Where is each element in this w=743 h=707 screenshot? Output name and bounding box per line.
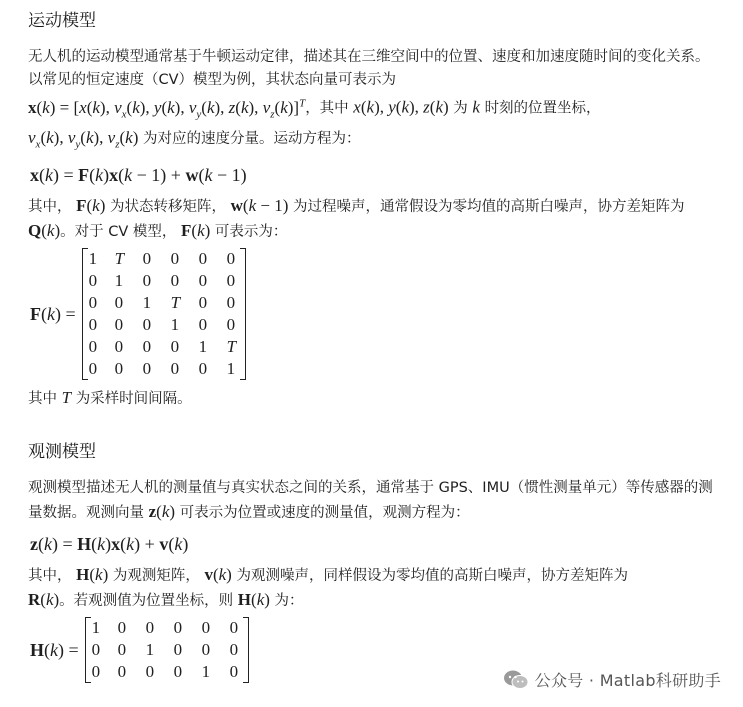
F-matrix-cell: 0 <box>198 315 208 335</box>
H-matrix-row <box>92 639 242 661</box>
text-fragment: 为采样时间间隔。 <box>75 391 192 408</box>
F-matrix-cell: T <box>170 293 181 313</box>
text-fragment: 可表示为位置或速度的测量值，观测方程为： <box>179 505 470 522</box>
H-matrix-cell: 0 <box>229 662 239 682</box>
F-matrix-cell: 0 <box>170 359 180 379</box>
H-matrix-cell: 1 <box>201 662 211 682</box>
F-matrix-cell: 1 <box>170 315 180 335</box>
F-matrix-cell: 0 <box>226 249 236 269</box>
velocity-formula: $v_x(k)$, $v_y(k)$, $v_z(k)$ <box>28 128 139 151</box>
section-title-motion-model: 运动模型 <box>28 11 96 31</box>
text-fragment: 观测模型描述无人机的测量值与真实状态之间的关系，通常基于 GPS、IMU（惯性测量单元）等传感器的测量数据。观测向量 <box>28 480 713 522</box>
F-matrix-cell: 0 <box>226 315 236 335</box>
F-matrix-cell: 0 <box>114 359 124 379</box>
F-matrix-row <box>89 336 239 358</box>
F-matrix-row <box>89 358 239 380</box>
H-matrix-cell: 0 <box>201 640 211 660</box>
H-symbol-2: H(k) <box>237 590 270 610</box>
text-fragment: 其中 <box>28 391 57 408</box>
F-matrix-cell: 0 <box>226 293 236 313</box>
H-matrix-row <box>92 617 242 639</box>
F-matrix-cell: 0 <box>88 293 98 313</box>
H-matrix-cell: 0 <box>91 662 101 682</box>
observation-model-paragraph <box>28 477 715 525</box>
motion-model-paragraph <box>28 46 715 156</box>
F-matrix-cell: 0 <box>198 249 208 269</box>
T-symbol: T <box>61 388 72 408</box>
text-fragment: 为过程噪声，通常假设为零均值的高斯白噪声，协方差矩阵为 <box>292 199 685 216</box>
F-matrix-row <box>89 292 239 314</box>
F-matrix-cell: 0 <box>198 293 208 313</box>
F-matrix-cell: T <box>114 249 125 269</box>
H-matrix-cell: 0 <box>173 618 183 638</box>
F-matrix-row <box>89 270 239 292</box>
F-matrix-cell: 0 <box>170 249 180 269</box>
H-matrix-row <box>92 661 242 683</box>
H-matrix-cell: 0 <box>145 618 155 638</box>
H-matrix-lhs: H(k) = <box>30 639 79 660</box>
F-matrix-cell: 0 <box>170 337 180 357</box>
F-matrix <box>82 248 246 380</box>
text-fragment: 其中， <box>28 568 72 585</box>
H-matrix-cell: 0 <box>117 662 127 682</box>
H-matrix-cell: 0 <box>117 640 127 660</box>
section-title-observation-model: 观测模型 <box>28 442 96 463</box>
wechat-icon <box>503 669 529 691</box>
w-symbol: w(k − 1) <box>230 196 289 216</box>
H-matrix-cell: 0 <box>173 662 183 682</box>
F-matrix-cell: 1 <box>142 293 152 313</box>
F-matrix-cell: 0 <box>170 271 180 291</box>
text-fragment: 为 <box>453 100 468 117</box>
v-symbol: v(k) <box>204 565 232 585</box>
text-fragment: 其中， <box>28 199 72 216</box>
state-vector-formula: x(k) = [x(k), $v_x(k)$, y(k), $v_y(k)$, z(k), $v_z(k)]^T$ <box>28 97 306 121</box>
F-matrix-cell: 0 <box>114 315 124 335</box>
z-symbol: z(k) <box>148 502 176 522</box>
H-matrix <box>85 617 249 683</box>
motion-intro-text: 无人机的运动模型通常基于牛顿运动定律，描述其在三维空间中的位置、速度和加速度随时间的变化关系。以常见的恒定速度（CV）模型为例，其状态向量可表示为 <box>28 49 710 88</box>
F-matrix-cell: 0 <box>142 315 152 335</box>
H-matrix-cell: 0 <box>91 640 101 660</box>
H-matrix-cell: 1 <box>91 618 101 638</box>
F-matrix-cell: 1 <box>198 337 208 357</box>
F-matrix-cell: 0 <box>142 271 152 291</box>
text-fragment: 为观测噪声，同样假设为零均值的高斯白噪声，协方差矩阵为 <box>236 568 628 585</box>
R-symbol: R(k) <box>28 590 60 610</box>
position-formula: x(k), y(k), z(k) <box>353 97 449 117</box>
F-symbol-2: F(k) <box>181 221 211 241</box>
F-matrix-cell: 0 <box>114 293 124 313</box>
text-fragment: 为观测矩阵， <box>112 568 200 585</box>
F-matrix-cell: 1 <box>226 359 236 379</box>
H-symbol: H(k) <box>76 565 109 585</box>
H-matrix-cell: 1 <box>145 640 155 660</box>
H-matrix-cell: 0 <box>201 618 211 638</box>
H-matrix-table <box>92 617 242 683</box>
H-matrix-cell: 0 <box>145 662 155 682</box>
F-matrix-cell: 1 <box>88 249 98 269</box>
transition-matrix-paragraph <box>28 194 715 244</box>
text-fragment: 为对应的速度分量。运动方程为： <box>142 131 361 148</box>
F-matrix-cell: T <box>226 337 237 357</box>
F-matrix-row <box>89 248 239 270</box>
F-matrix-table <box>89 248 239 380</box>
F-matrix-row <box>89 314 239 336</box>
F-matrix-lhs: F(k) = <box>30 303 76 324</box>
F-symbol: F(k) <box>76 196 106 216</box>
text-fragment: 。若观测值为位置坐标，则 <box>59 593 234 610</box>
F-matrix-cell: 0 <box>114 337 124 357</box>
H-matrix-cell: 0 <box>117 618 127 638</box>
Q-symbol: Q(k) <box>28 221 61 241</box>
H-matrix-cell: 0 <box>173 640 183 660</box>
time-k-symbol: k <box>472 97 480 117</box>
F-matrix-cell: 0 <box>198 271 208 291</box>
text-fragment: 可表示为： <box>214 224 288 241</box>
text-fragment: 。对于 CV 模型， <box>60 224 177 241</box>
F-matrix-cell: 0 <box>142 359 152 379</box>
F-matrix-cell: 0 <box>198 359 208 379</box>
watermark-text: 公众号 · Matlab科研助手 <box>534 671 721 690</box>
motion-equation: x(k) = F(k)x(k − 1) + w(k − 1) <box>30 165 247 186</box>
F-matrix-cell: 0 <box>88 271 98 291</box>
text-fragment: 为状态转移矩阵， <box>110 199 226 216</box>
text-fragment: ，其中 <box>305 100 349 117</box>
sampling-interval-paragraph <box>28 386 715 411</box>
text-fragment: 为： <box>274 593 304 610</box>
watermark <box>503 668 721 691</box>
F-matrix-cell: 0 <box>88 337 98 357</box>
H-matrix-cell: 0 <box>229 640 239 660</box>
observation-equation: z(k) = H(k)x(k) + v(k) <box>30 534 189 555</box>
F-matrix-cell: 0 <box>88 359 98 379</box>
F-matrix-cell: 0 <box>142 249 152 269</box>
H-matrix-cell: 0 <box>229 618 239 638</box>
F-matrix-equation <box>28 248 715 380</box>
F-matrix-cell: 1 <box>114 271 124 291</box>
F-matrix-cell: 0 <box>88 315 98 335</box>
observation-matrix-paragraph <box>28 563 715 613</box>
F-matrix-cell: 0 <box>226 271 236 291</box>
F-matrix-cell: 0 <box>142 337 152 357</box>
text-fragment: 时刻的位置坐标， <box>484 100 601 117</box>
